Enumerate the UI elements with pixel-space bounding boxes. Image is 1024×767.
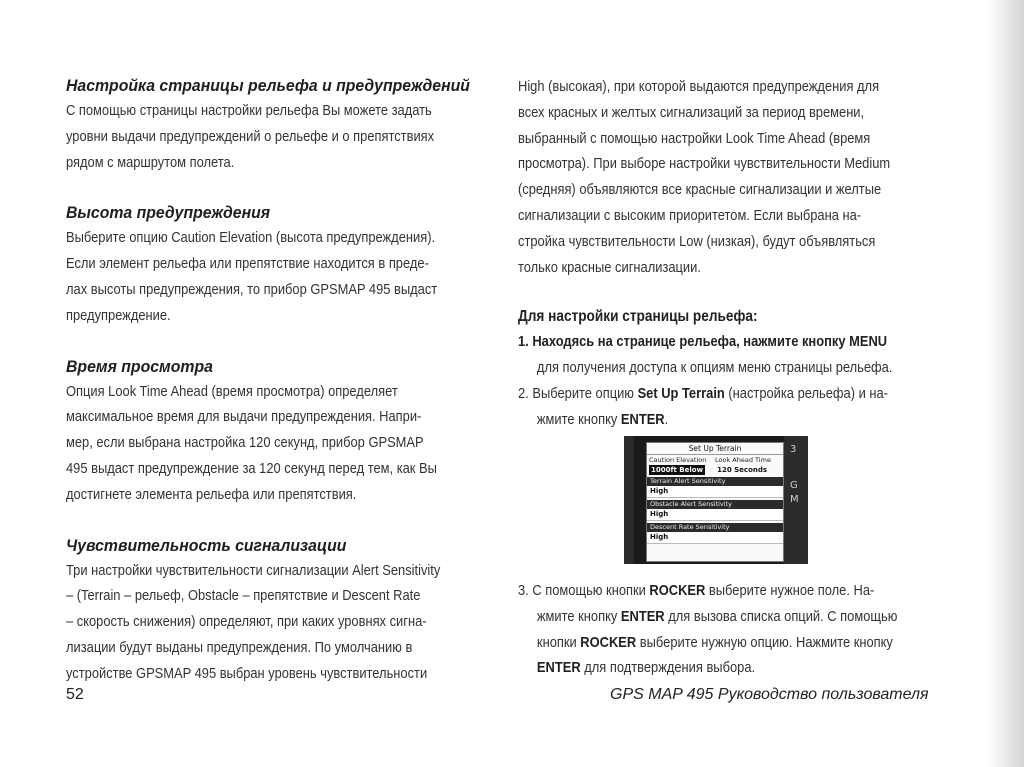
step-text: для подтверждения выбора. bbox=[580, 659, 756, 677]
descent-sensitivity-value[interactable]: High bbox=[647, 532, 783, 544]
key-name: ENTER bbox=[536, 659, 581, 677]
step-1 bbox=[518, 329, 896, 355]
section-caution-elevation bbox=[66, 201, 506, 328]
text-line: стройка чувствительности Low (низкая), будут объявляться bbox=[518, 232, 876, 250]
section-heading: Высота предупреждения bbox=[66, 203, 271, 223]
step-number: 2. bbox=[518, 384, 529, 402]
text-line: мер, если выбрана настройка 120 секунд, прибор GPSMAP bbox=[66, 434, 424, 452]
text-line: сигнализации с высоким приоритетом. Если выбрана на- bbox=[518, 206, 862, 224]
page-number: 52 bbox=[66, 686, 84, 703]
step-text: для вызова списка опций. С помощью bbox=[664, 607, 898, 625]
panel-title: Set Up Terrain bbox=[647, 443, 783, 455]
step-number: 1. bbox=[518, 333, 529, 351]
section-heading: Чувствительность сигнализации bbox=[66, 535, 347, 555]
step-3-line bbox=[518, 604, 896, 630]
obstacle-sensitivity-label: Obstacle Alert Sensitivity bbox=[647, 500, 783, 509]
descent-sensitivity-label: Descent Rate Sensitivity bbox=[647, 523, 783, 532]
panel-field-labels bbox=[647, 455, 783, 465]
step-text: С помощью кнопки bbox=[532, 582, 650, 599]
step-text: жмите кнопку bbox=[536, 607, 621, 625]
text-line: – (Terrain – рельеф, Obstacle – препятствие и Descent Rate bbox=[66, 587, 421, 605]
text-line: максимальное время для выдачи предупреждения. Напри- bbox=[66, 408, 422, 426]
step-3-line bbox=[518, 630, 896, 656]
text-line: всех красных и желтых сигнализаций за период времени, bbox=[518, 103, 865, 121]
step-3 bbox=[518, 578, 896, 604]
sensitivity-paragraph bbox=[518, 74, 958, 280]
key-name: ROCKER bbox=[649, 582, 706, 599]
look-ahead-time-value[interactable]: 120 Seconds bbox=[717, 466, 768, 474]
step-text: выберите нужную опцию. Нажмите кнопку bbox=[636, 633, 893, 651]
option-name: Set Up Terrain bbox=[637, 384, 725, 402]
left-column bbox=[66, 74, 506, 687]
step-1-continuation: для получения доступа к опциям меню страницы рельефа. bbox=[536, 359, 893, 377]
side-mark: 3 bbox=[790, 444, 797, 455]
step-text: выберите нужное поле. На- bbox=[705, 582, 875, 599]
text-line: достигнете элемента рельефа или препятствия. bbox=[66, 485, 357, 503]
text-line: рядом с маршрутом полета. bbox=[66, 153, 235, 171]
step-text: жмите кнопку bbox=[536, 410, 621, 428]
text-line: только красные сигнализации. bbox=[518, 258, 701, 276]
procedure-heading: Для настройки страницы рельефа: bbox=[518, 308, 758, 326]
step-number: 3. bbox=[518, 582, 529, 599]
step-text: (настройка рельефа) и на- bbox=[724, 384, 888, 402]
key-name: ENTER bbox=[620, 410, 665, 428]
section-heading: Настройка страницы рельефа и предупреждений bbox=[66, 76, 470, 95]
text-line: Опция Look Time Ahead (время просмотра) определяет bbox=[66, 382, 398, 400]
text-line: предупреждение. bbox=[66, 306, 171, 324]
text-line: просмотра). При выборе настройки чувствительности Medium bbox=[518, 155, 891, 173]
setup-terrain-panel bbox=[646, 442, 784, 562]
page-edge-shadow bbox=[988, 0, 1024, 767]
step-2 bbox=[518, 381, 896, 407]
step-text: Находясь на странице рельефа, нажмите кнопку bbox=[532, 333, 850, 351]
step-3-block bbox=[518, 578, 958, 681]
panel-field-values bbox=[647, 465, 783, 475]
text-line: лизации будут выданы предупреждения. По умолчанию в bbox=[66, 638, 413, 656]
text-line: С помощью страницы настройки рельефа Вы можете задать bbox=[66, 102, 432, 119]
text-line: Три настройки чувствительности сигнализации Alert Sensitivity bbox=[66, 561, 441, 579]
text-line: уровни выдачи предупреждений о рельефе и о препятствиях bbox=[66, 127, 435, 145]
text-line: 495 выдаст предупреждение за 120 секунд перед тем, как Вы bbox=[66, 459, 437, 477]
text-line: High (высокая), при которой выдаются предупреждения для bbox=[518, 78, 880, 95]
step-text: Выберите опцию bbox=[532, 384, 638, 402]
key-name: MENU bbox=[849, 333, 888, 351]
look-ahead-time-label: Look Ahead Time bbox=[715, 456, 771, 464]
device-screenshot bbox=[624, 436, 808, 564]
section-heading: Время просмотра bbox=[66, 356, 213, 376]
section-alert-sensitivity bbox=[66, 534, 506, 687]
text-line: – скорость снижения) определяют, при каких уровнях сигна- bbox=[66, 613, 427, 631]
text-line: лах высоты предупреждения, то прибор GPSMAP 495 выдаст bbox=[66, 280, 438, 298]
footer-title: GPS MAP 495 Руководство пользователя bbox=[610, 686, 929, 703]
right-column bbox=[518, 74, 958, 433]
text-line: Выберите опцию Caution Elevation (высота предупреждения). bbox=[66, 229, 436, 247]
step-text: . bbox=[664, 410, 669, 428]
device-right-strip bbox=[784, 436, 808, 564]
section-terrain-setup bbox=[66, 74, 506, 175]
key-name: ROCKER bbox=[580, 633, 637, 651]
step-text: кнопки bbox=[536, 633, 581, 651]
side-mark: M bbox=[790, 494, 799, 505]
device-left-strip bbox=[624, 436, 634, 564]
side-mark: G bbox=[790, 480, 798, 491]
terrain-sensitivity-label: Terrain Alert Sensitivity bbox=[647, 477, 783, 486]
caution-elevation-value[interactable]: 1000ft Below bbox=[651, 466, 704, 474]
text-line: Если элемент рельефа или препятствие находится в преде- bbox=[66, 255, 429, 273]
section-look-ahead bbox=[66, 355, 506, 508]
step-3-line bbox=[518, 655, 896, 681]
text-line: устройстве GPSMAP 495 выбран уровень чувствительности bbox=[66, 664, 428, 682]
caution-elevation-label: Caution Elevation bbox=[649, 456, 707, 464]
text-line: выбранный с помощью настройки Look Time Ahead (время bbox=[518, 129, 871, 147]
text-line: (средняя) объявляются все красные сигнализации и желтые bbox=[518, 181, 882, 199]
step-2-continuation bbox=[518, 407, 896, 433]
obstacle-sensitivity-value[interactable]: High bbox=[647, 509, 783, 521]
key-name: ENTER bbox=[620, 607, 665, 625]
terrain-sensitivity-value[interactable]: High bbox=[647, 486, 783, 498]
